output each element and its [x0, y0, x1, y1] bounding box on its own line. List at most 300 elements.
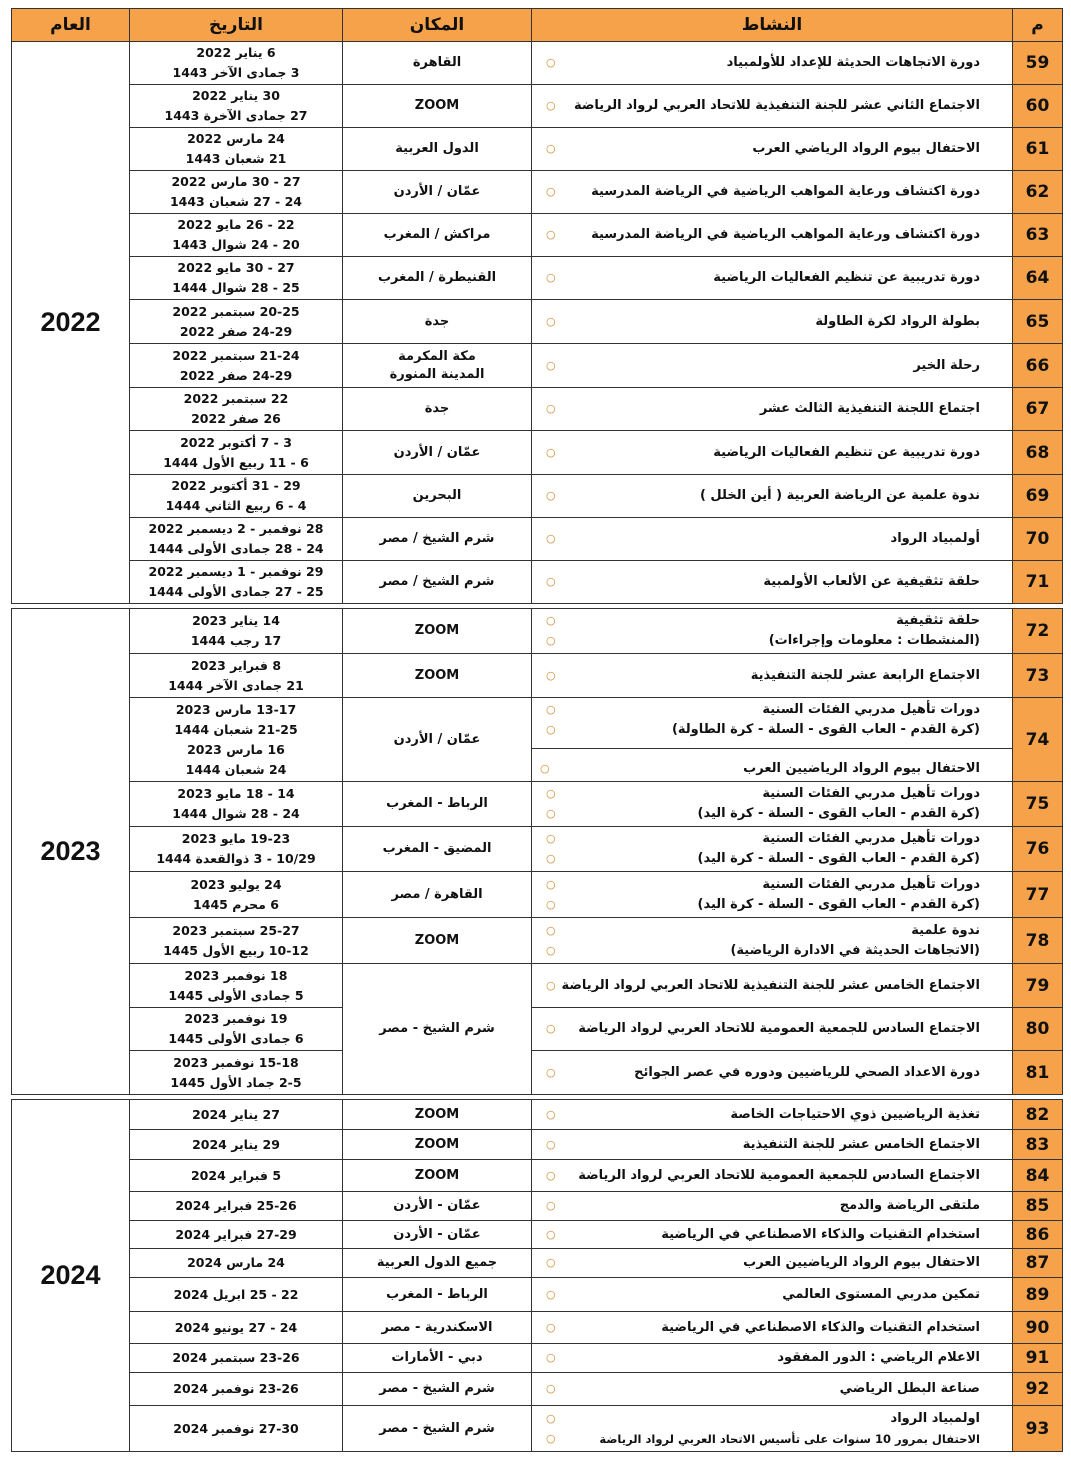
- year-cell: 2022: [12, 42, 130, 604]
- activity-line: [538, 631, 1002, 651]
- place-cell: عمّان / الأردن: [343, 431, 532, 475]
- activity-line: [538, 829, 1002, 849]
- table-row: [12, 1406, 1063, 1452]
- row-number: 59: [1013, 42, 1063, 85]
- date-line: 5 جمادى الأولى 1445: [168, 987, 304, 1003]
- date-cell: [130, 827, 343, 872]
- date-line: 25-27 سبتمبر 2023: [172, 922, 300, 938]
- date-line: 26 صفر 2022: [191, 411, 281, 426]
- row-number: 86: [1013, 1221, 1063, 1249]
- activity-text: الاجتماع الخامس عشر للجنة التنفيذية للاتحاد العربي لرواد الرياضة: [561, 977, 980, 993]
- date-line: 25 - 28 شوال 1444: [172, 280, 300, 295]
- row-number: 70: [1013, 518, 1063, 561]
- bullet-icon: ○: [546, 877, 556, 891]
- row-number: 60: [1013, 85, 1063, 128]
- date-line: 8 فبراير 2023: [190, 657, 282, 673]
- table-row: [12, 300, 1063, 344]
- date-line: 15-18 نوفمبر 2023: [173, 1054, 299, 1070]
- date-cell: [130, 42, 343, 85]
- activity-line: [538, 1348, 1002, 1368]
- table-row: [12, 827, 1063, 872]
- date-line: 29 نوفمبر - 1 ديسمبر 2022: [148, 564, 324, 579]
- date-line: 24 - 28 شوال 1444: [172, 806, 300, 821]
- activity-text: الاحتفال بيوم الرواد الرياضيين العرب: [743, 761, 980, 776]
- date-line: 28 نوفمبر - 2 ديسمبر 2022: [148, 521, 324, 536]
- date-line: 24-29 صفر 2022: [179, 367, 293, 383]
- table-row: [12, 1278, 1063, 1312]
- date-line: 25-26 فبراير 2024: [175, 1198, 297, 1213]
- activity-cell: [532, 475, 1013, 518]
- bullet-icon: ○: [546, 1227, 556, 1241]
- bullet-icon: ○: [540, 762, 550, 775]
- date-line: 3 جمادى الآخر 1443: [172, 65, 300, 80]
- row-number: 61: [1013, 128, 1063, 171]
- table-row: [12, 1051, 1063, 1095]
- date-cell: [130, 431, 343, 475]
- activity-line: [538, 1019, 1002, 1039]
- activity-line: [538, 572, 1002, 592]
- row-number: 77: [1013, 872, 1063, 918]
- activity-cell: [532, 782, 1013, 827]
- activity-cell: [532, 1278, 1013, 1312]
- activity-text: (الاتجاهات الحديثة في الادارة الرياضية): [730, 942, 980, 958]
- row-number: 90: [1013, 1312, 1063, 1344]
- table-row: [12, 698, 1063, 782]
- activity-line: [538, 895, 1002, 915]
- activity-line: [538, 875, 1002, 895]
- place-cell: ZOOM: [343, 1130, 532, 1160]
- row-number: 83: [1013, 1130, 1063, 1160]
- activity-line: [538, 1285, 1002, 1305]
- bullet-icon: ○: [546, 1022, 556, 1035]
- date-line: 27 جمادى الآخرة 1443: [164, 108, 308, 123]
- table-row: [12, 214, 1063, 257]
- table-row: [12, 561, 1063, 604]
- activity-text: (كرة القدم - العاب القوى - السلة - كرة اليد): [697, 851, 980, 866]
- activity-cell: [532, 171, 1013, 214]
- bullet-icon: ○: [546, 1107, 556, 1121]
- activity-text: دورة اكتشاف ورعاية المواهب الرياضية في الرياضة المدرسية: [591, 227, 980, 242]
- place-cell: الدول العربية: [343, 128, 532, 171]
- bullet-icon: ○: [546, 634, 556, 647]
- date-cell: [130, 609, 343, 654]
- activity-text: ندوة علمية عن الرياضة العربية ( أين الخلل ): [699, 488, 980, 503]
- activity-cell: [532, 1051, 1013, 1095]
- table-row: [12, 1100, 1063, 1130]
- place-cell: القنيطرة / المغرب: [343, 257, 532, 300]
- table-row: [12, 257, 1063, 300]
- activity-line: [538, 700, 1002, 720]
- activity-text: دورات تأهيل مدربي الفئات السنية: [762, 702, 980, 717]
- date-line: 14 - 18 مايو 2023: [177, 786, 295, 801]
- activity-cell: [532, 698, 1013, 782]
- place-cell: المضيق - المغرب: [343, 827, 532, 872]
- date-line: 5 فبراير 2024: [190, 1167, 282, 1183]
- activity-line: [538, 225, 1002, 245]
- place-cell: القاهرة / مصر: [343, 872, 532, 918]
- date-cell: [130, 698, 343, 782]
- activity-cell: [532, 1192, 1013, 1221]
- date-cell: [130, 300, 343, 344]
- activity-cell: [532, 257, 1013, 300]
- date-line: 16 مارس 2023: [187, 741, 285, 757]
- activity-line: [538, 976, 1002, 996]
- activity-text: (كرة القدم - العاب القوى - السلة - كرة اليد): [697, 896, 980, 912]
- date-line: 20-25 سبتمبر 2022: [172, 303, 300, 319]
- table-row: [12, 782, 1063, 827]
- activity-line: [538, 1225, 1002, 1245]
- activity-text: دورة الاتجاهات الحديثة للإعداد للأولمبياد: [726, 55, 980, 70]
- header-place: المكان: [343, 9, 532, 42]
- date-cell: [130, 1221, 343, 1249]
- activity-line: [538, 1318, 1002, 1338]
- place-cell: عمّان / الأردن: [343, 698, 532, 782]
- activity-line: [538, 182, 1002, 202]
- date-cell: [130, 1100, 343, 1130]
- row-number: 81: [1013, 1051, 1063, 1095]
- table-header: [12, 9, 1063, 42]
- activity-text: دورات تأهيل مدربي الفئات السنية: [762, 876, 980, 892]
- row-number: 73: [1013, 654, 1063, 698]
- activity-text: (المنشطات : معلومات وإجراءات): [768, 633, 980, 648]
- activity-text: ندوة علمية: [911, 922, 980, 938]
- date-line: 27-30 نوفمبر 2024: [173, 1420, 299, 1436]
- date-cell: [130, 85, 343, 128]
- date-line: 10-12 ربيع الأول 1445: [163, 942, 309, 958]
- activity-cell: [532, 128, 1013, 171]
- table-row: [12, 1249, 1063, 1278]
- activity-text: الاحتفال بمرور 10 سنوات على تأسيس الاتحاد العربي لرواد الرياضة: [599, 1431, 980, 1446]
- date-line: 19-23 مايو 2023: [181, 831, 291, 846]
- table-row: [12, 85, 1063, 128]
- place-cell: شرم الشيخ - مصر: [343, 1406, 532, 1452]
- date-line: 18 نوفمبر 2023: [184, 967, 288, 983]
- bullet-icon: ○: [546, 978, 556, 992]
- bullet-icon: ○: [546, 575, 556, 588]
- row-number: 92: [1013, 1373, 1063, 1406]
- activity-line: [538, 720, 1002, 740]
- row-number: 65: [1013, 300, 1063, 344]
- activity-cell: [532, 344, 1013, 388]
- place-cell: عمّان - الأردن: [343, 1192, 532, 1221]
- table-row: [12, 388, 1063, 431]
- activity-line: [538, 312, 1002, 332]
- activity-text: اجتماع اللجنة التنفيذية الثالث عشر: [759, 401, 980, 416]
- bullet-icon: ○: [546, 314, 556, 328]
- place-cell: دبي - الأمارات: [343, 1344, 532, 1373]
- row-number: 71: [1013, 561, 1063, 604]
- activity-line: [532, 748, 1012, 779]
- activity-cell: [532, 1373, 1013, 1406]
- row-number: 67: [1013, 388, 1063, 431]
- bullet-icon: ○: [546, 1065, 556, 1079]
- table-row: [12, 128, 1063, 171]
- date-cell: [130, 1278, 343, 1312]
- date-line: 6 - 11 ربيع الأول 1444: [163, 454, 309, 470]
- date-cell: [130, 1406, 343, 1452]
- activity-text: استخدام التقنيات والذكاء الاصطناعي في الرياضية: [661, 1319, 980, 1335]
- activity-text: دورة تدريبية عن تنظيم الفعاليات الرياضية: [713, 444, 980, 460]
- date-line: 24 يوليو 2023: [190, 876, 282, 892]
- header-activity: النشاط: [532, 9, 1013, 42]
- activity-text: اولمبياد الرواد: [890, 1410, 980, 1426]
- row-number: 63: [1013, 214, 1063, 257]
- activity-line: [538, 1409, 1002, 1429]
- activity-text: الاجتماع الرابعة عشر للجنة التنفيذية: [750, 667, 980, 683]
- date-line: 17 رجب 1444: [190, 633, 282, 648]
- date-line: 25 - 27 جمادى الأولى 1444: [148, 584, 324, 599]
- row-number: 69: [1013, 475, 1063, 518]
- date-cell: [130, 171, 343, 214]
- date-line: 30 يناير 2022: [192, 88, 280, 103]
- date-cell: [130, 518, 343, 561]
- activity-text: (كرة القدم - العاب القوى - السلة - كرة اليد): [697, 806, 980, 821]
- date-line: 4 - 6 ربيع الثاني 1444: [165, 498, 307, 513]
- date-cell: [130, 1160, 343, 1192]
- activity-cell: [532, 1249, 1013, 1278]
- bullet-icon: ○: [546, 1168, 556, 1182]
- bullet-icon: ○: [546, 614, 556, 627]
- bullet-icon: ○: [546, 1411, 556, 1425]
- date-line: 27 - 30 مارس 2022: [171, 174, 301, 189]
- row-number: 93: [1013, 1406, 1063, 1452]
- header-year: العام: [12, 9, 130, 42]
- date-line: 14 يناير 2023: [192, 613, 280, 628]
- bullet-icon: ○: [546, 703, 556, 716]
- table-row: [12, 475, 1063, 518]
- bullet-icon: ○: [546, 142, 556, 155]
- bullet-icon: ○: [546, 787, 556, 800]
- activity-text: أولمبياد الرواد: [890, 531, 980, 546]
- date-line: 22 - 25 ابريل 2024: [173, 1286, 299, 1302]
- activity-text: تغذية الرياضيين ذوي الاحتياجات الخاصة: [730, 1106, 980, 1122]
- activity-line: [538, 849, 1002, 869]
- activity-cell: [532, 42, 1013, 85]
- bullet-icon: ○: [546, 1199, 556, 1212]
- place-cell: شرم الشيخ - مصر: [343, 964, 532, 1095]
- activity-cell: [532, 964, 1013, 1008]
- activity-line: [538, 486, 1002, 506]
- date-cell: [130, 214, 343, 257]
- activity-text: الاعلام الرياضي : الدور المفقود: [777, 1350, 980, 1365]
- date-cell: [130, 1008, 343, 1051]
- date-line: 29 يناير 2024: [192, 1136, 280, 1152]
- activity-line: [538, 1135, 1002, 1155]
- activity-line: [538, 1105, 1002, 1125]
- place-cell: عمّان / الأردن: [343, 171, 532, 214]
- activity-cell: [532, 300, 1013, 344]
- row-number: 78: [1013, 918, 1063, 964]
- date-cell: [130, 257, 343, 300]
- table-body: [12, 42, 1063, 1452]
- activity-cell: [532, 654, 1013, 698]
- date-cell: [130, 782, 343, 827]
- place-cell: الاسكندرية - مصر: [343, 1312, 532, 1344]
- table-row: [12, 344, 1063, 388]
- place-cell: ZOOM: [343, 1160, 532, 1192]
- row-number: 91: [1013, 1344, 1063, 1373]
- place-cell: القاهرة: [343, 42, 532, 85]
- table-row: [12, 1008, 1063, 1051]
- date-line: 21 جمادى الآخر 1444: [168, 677, 304, 693]
- bullet-icon: ○: [546, 1287, 556, 1301]
- activity-text: دورة تدريبية عن تنظيم الفعاليات الرياضية: [713, 270, 980, 285]
- bullet-icon: ○: [546, 1351, 556, 1364]
- date-cell: [130, 654, 343, 698]
- date-line: 6 جمادى الأولى 1445: [168, 1031, 304, 1046]
- place-cell: شرم الشيخ / مصر: [343, 518, 532, 561]
- header-num: م: [1013, 9, 1063, 42]
- activity-line: [538, 96, 1002, 116]
- table-row: [12, 609, 1063, 654]
- activity-text: دورة اكتشاف ورعاية المواهب الرياضية في الرياضة المدرسية: [591, 184, 980, 199]
- table-row: [12, 1312, 1063, 1344]
- bullet-icon: ○: [546, 668, 556, 682]
- row-number: 85: [1013, 1192, 1063, 1221]
- place-cell: الرباط - المغرب: [343, 1278, 532, 1312]
- date-cell: [130, 344, 343, 388]
- row-number: 68: [1013, 431, 1063, 475]
- table-row: [12, 872, 1063, 918]
- activity-cell: [532, 1130, 1013, 1160]
- date-line: 21-25 شعبان 1444: [174, 721, 298, 737]
- date-line: 27-29 فبراير 2024: [175, 1226, 297, 1242]
- place-cell: عمّان - الأردن: [343, 1221, 532, 1249]
- activity-text: دورات تأهيل مدربي الفئات السنية: [762, 786, 980, 801]
- row-number: 66: [1013, 344, 1063, 388]
- year-cell: 2024: [12, 1100, 130, 1452]
- place-cell: الرباط - المغرب: [343, 782, 532, 827]
- row-number: 75: [1013, 782, 1063, 827]
- date-line: 24 مارس 2022: [187, 131, 285, 146]
- date-line: 19 نوفمبر 2023: [184, 1011, 288, 1026]
- activity-text: (كرة القدم - العاب القوى - السلة - كرة الطاولة): [671, 722, 980, 737]
- bullet-icon: ○: [546, 723, 556, 736]
- date-line: 22 سبتمبر 2022: [183, 391, 289, 406]
- year-cell: 2023: [12, 609, 130, 1095]
- date-line: 10/29 - 3 ذوالقعدة 1444: [156, 851, 316, 866]
- date-cell: [130, 1312, 343, 1344]
- activity-line: [538, 1379, 1002, 1399]
- row-number: 62: [1013, 171, 1063, 214]
- table-row: [12, 1160, 1063, 1192]
- row-number: 76: [1013, 827, 1063, 872]
- bullet-icon: ○: [546, 532, 556, 545]
- activity-line: [538, 53, 1002, 73]
- date-line: 20 - 24 شوال 1443: [172, 237, 300, 252]
- activity-text: دورات تأهيل مدربي الفئات السنية: [762, 831, 980, 846]
- date-line: 29 - 31 أكتوبر 2022: [171, 478, 301, 493]
- activity-text: حلقة تثقيفية عن الألعاب الأولمبية: [763, 574, 980, 589]
- place-cell: شرم الشيخ / مصر: [343, 561, 532, 604]
- place-cell: ZOOM: [343, 1100, 532, 1130]
- row-number: 80: [1013, 1008, 1063, 1051]
- activity-line: [538, 784, 1002, 804]
- place-cell: جميع الدول العربية: [343, 1249, 532, 1278]
- bullet-icon: ○: [546, 943, 556, 957]
- row-number: 79: [1013, 964, 1063, 1008]
- activity-line: [538, 1063, 1002, 1083]
- date-line: 24 - 27 شعبان 1443: [169, 194, 303, 209]
- date-line: 6 يناير 2022: [196, 45, 276, 60]
- table-row: [12, 964, 1063, 1008]
- date-cell: [130, 1344, 343, 1373]
- bullet-icon: ○: [546, 445, 556, 459]
- header-date: التاريخ: [130, 9, 343, 42]
- date-cell: [130, 128, 343, 171]
- bullet-icon: ○: [546, 897, 556, 911]
- place-cell: جدة: [343, 300, 532, 344]
- activities-table: [11, 8, 1063, 1452]
- bullet-icon: ○: [546, 56, 556, 69]
- activity-cell: [532, 609, 1013, 654]
- activity-line: [538, 1196, 1002, 1216]
- row-number: 84: [1013, 1160, 1063, 1192]
- activity-text: بطولة الرواد لكرة الطاولة: [815, 313, 980, 329]
- bullet-icon: ○: [546, 99, 556, 112]
- activity-line: [538, 666, 1002, 686]
- place-cell: شرم الشيخ - مصر: [343, 1373, 532, 1406]
- activity-text: الاجتماع الثاني عشر للجنة التنفيذية للاتحاد العربي لرواد الرياضة: [573, 98, 980, 113]
- activities-sheet: [11, 8, 1062, 1452]
- date-line: 24-29 صفر 2022: [179, 323, 293, 339]
- table-row: [12, 654, 1063, 698]
- activity-line: [538, 804, 1002, 824]
- row-number: 74: [1013, 698, 1063, 782]
- activity-text: الاجتماع الخامس عشر للجنة التنفيذية: [742, 1136, 980, 1152]
- bullet-icon: ○: [546, 228, 556, 241]
- activity-text: الاحتفال بيوم الرواد الرياضيين العرب: [743, 1255, 980, 1270]
- date-line: 21-24 سبتمبر 2022: [172, 347, 300, 363]
- row-number: 64: [1013, 257, 1063, 300]
- activity-line: [538, 529, 1002, 549]
- date-cell: [130, 475, 343, 518]
- date-cell: [130, 1192, 343, 1221]
- date-line: 21 شعبان 1443: [185, 151, 287, 166]
- table-row: [12, 1344, 1063, 1373]
- activity-cell: [532, 85, 1013, 128]
- activity-cell: [532, 1160, 1013, 1192]
- bullet-icon: ○: [546, 271, 556, 284]
- activity-line: [538, 1166, 1002, 1186]
- date-line: 22 - 26 مايو 2022: [177, 217, 295, 232]
- table-row: [12, 1130, 1063, 1160]
- date-line: 24 - 27 يونيو 2024: [174, 1319, 298, 1335]
- activity-cell: [532, 827, 1013, 872]
- activity-text: الاجتماع السادس للجمعية العمومية للاتحاد العربي لرواد الرياضة: [578, 1021, 980, 1036]
- activity-text: استخدام التقنيات والذكاء الاصطناعي في الرياضية: [661, 1226, 980, 1242]
- activity-text: رحلة الخير: [913, 357, 980, 373]
- date-cell: [130, 1130, 343, 1160]
- activity-text: الاجتماع السادس للجمعية العمومية للاتحاد العربي لرواد الرياضة: [578, 1167, 980, 1183]
- activity-line: [538, 356, 1002, 376]
- place-cell: ZOOM: [343, 654, 532, 698]
- bullet-icon: ○: [546, 1256, 556, 1269]
- date-line: 24 مارس 2024: [187, 1255, 285, 1270]
- row-number: 87: [1013, 1249, 1063, 1278]
- activity-cell: [532, 431, 1013, 475]
- place-cell: ZOOM: [343, 609, 532, 654]
- bullet-icon: ○: [546, 1320, 556, 1334]
- date-cell: [130, 918, 343, 964]
- activity-line: [538, 443, 1002, 463]
- date-line: 13-17 مارس 2023: [175, 701, 297, 717]
- row-number: 89: [1013, 1278, 1063, 1312]
- activity-cell: [532, 518, 1013, 561]
- table-row: [12, 1221, 1063, 1249]
- bullet-icon: ○: [546, 358, 556, 372]
- activity-line: [538, 139, 1002, 159]
